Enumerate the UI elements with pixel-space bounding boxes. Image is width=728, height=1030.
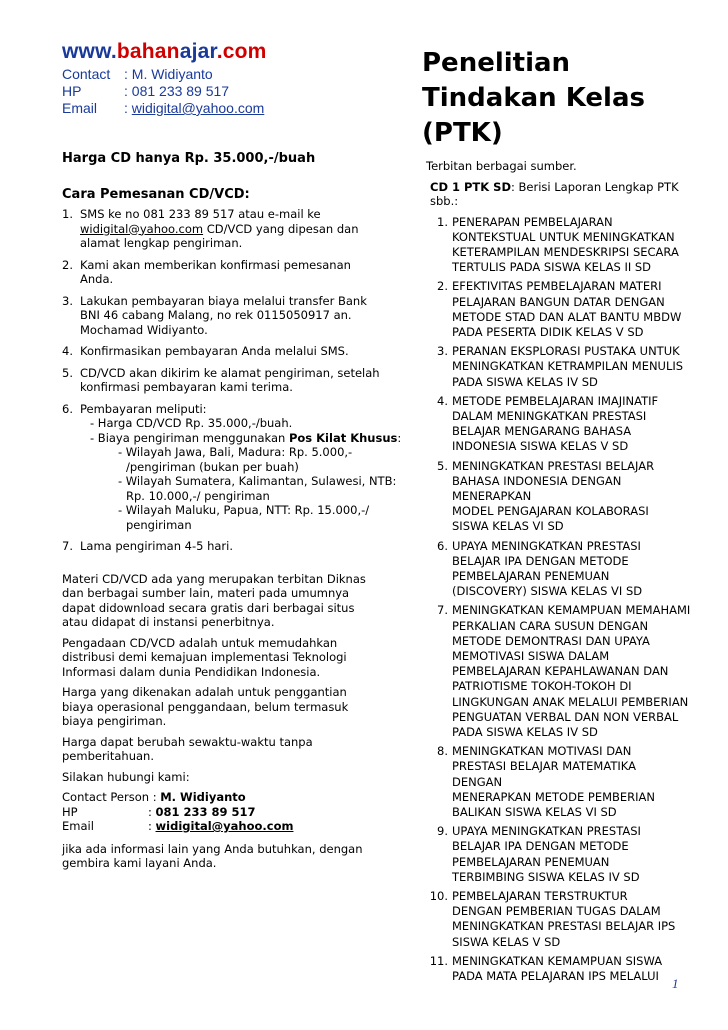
list-item-text bbox=[452, 603, 722, 740]
list-item-line: PELAJARAN BANGUN DATAR DENGAN bbox=[452, 294, 665, 309]
list-item-line: MENINGKATKAN PRESTASI BELAJAR bbox=[452, 458, 655, 473]
list-item-line: MENERAPKAN METODE PEMBERIAN bbox=[452, 789, 656, 804]
list-item-line: MENINGKATKAN PRESTASI BELAJAR IPS bbox=[452, 919, 676, 934]
list-item-number: 6. bbox=[437, 538, 448, 553]
list-item-line: PEMBELAJARAN TERSTRUKTUR bbox=[452, 889, 628, 904]
list-item-line: PERKALIAN CARA SUSUN DENGAN bbox=[452, 618, 649, 633]
list-item-number: 2. bbox=[437, 279, 448, 294]
list-item: 5. CD/VCD akan dikirim ke alamat pengiriman, setelah konfirmasi pembayaran kami terima. bbox=[62, 365, 380, 394]
list-item-line: (DISCOVERY) SISWA KELAS VI SD bbox=[452, 584, 643, 599]
paragraph: Silakan hubungi kami: bbox=[62, 769, 190, 784]
list-item-line: PADA PESERTA DIDIK KELAS V SD bbox=[452, 324, 644, 339]
list-item-number: 10. bbox=[429, 889, 448, 904]
paragraph: jika ada informasi lain yang Anda butuhkan, dengan gembira kami layani Anda. bbox=[62, 841, 363, 870]
page-title: Penelitian Tindakan Kelas (PTK) bbox=[422, 48, 645, 148]
contact-label: Contact bbox=[62, 66, 111, 82]
list-item-line: METODE DEMONTRASI DAN UPAYA bbox=[452, 633, 650, 648]
order-steps bbox=[62, 207, 402, 554]
list-item: 1. SMS ke no 081 233 89 517 atau e-mail ke widigital@yahoo.com CD/VCD yang dipesan dan alamat lengkap pengiriman. bbox=[62, 207, 359, 250]
list-item-line: BELAJAR MENGARANG BAHASA bbox=[452, 424, 632, 439]
paragraph: Pengadaan CD/VCD adalah untuk memudahkan distribusi demi kemajuan implementasi Teknologi Informasi dalam dunia Pendidikan Indonesia. bbox=[62, 635, 347, 679]
list-item-line: PEMBELAJARAN PENEMUAN bbox=[452, 854, 610, 869]
list-item-text bbox=[452, 215, 722, 276]
list-item bbox=[422, 744, 722, 820]
list-item-text bbox=[452, 539, 722, 600]
list-item-number: 8. bbox=[437, 744, 448, 759]
list-item-line: EFEKTIVITAS PEMBELAJARAN MATERI bbox=[452, 279, 662, 294]
list-item-line: KONTEKSTUAL UNTUK MENINGKATKAN bbox=[452, 229, 675, 244]
list-item-line: DENGAN bbox=[452, 774, 503, 789]
list-item-line: MENINGKATKAN KEMAMPUAN SISWA bbox=[452, 953, 663, 968]
list-item-line: MODEL PENGAJARAN KOLABORASI bbox=[452, 504, 649, 519]
list-item-line: LINGKUNGAN ANAK MELALUI PEMBERIAN bbox=[452, 694, 689, 709]
list-item-number: 9. bbox=[437, 824, 448, 839]
list-item bbox=[422, 824, 722, 885]
list-item-text bbox=[452, 954, 722, 984]
list-item-line: MENINGKATKAN KETRAMPILAN MENULIS bbox=[452, 359, 684, 374]
list-item-line: PENGUATAN VERBAL DAN NON VERBAL bbox=[452, 709, 679, 724]
paragraph: Harga yang dikenakan adalah untuk penggantian biaya operasional penggandaan, belum termasuk biaya pengiriman. bbox=[62, 685, 349, 728]
cd-description: CD 1 PTK SD: Berisi Laporan Lengkap PTK sbb.: bbox=[430, 179, 679, 208]
list-item-number: 7. bbox=[437, 603, 448, 618]
list-item bbox=[422, 889, 722, 950]
contact-person-block: Contact Person : M. Widiyanto HP : 081 233 89 517 Email : widigital@yahoo.com bbox=[62, 790, 294, 833]
list-item bbox=[422, 279, 722, 340]
list-item-line: PADA SISWA KELAS IV SD bbox=[452, 374, 598, 389]
list-item-line: METODE STAD DAN ALAT BANTU MBDW bbox=[452, 309, 682, 324]
list-item bbox=[422, 539, 722, 600]
site-logo[interactable]: www.bahanajar.com bbox=[62, 40, 267, 63]
list-item-line: TERTULIS PADA SISWA KELAS II SD bbox=[452, 260, 652, 275]
right-column bbox=[422, 46, 722, 988]
hp-label: HP bbox=[62, 83, 82, 99]
list-item-line: PATRIOTISME TOKOH-TOKOH DI bbox=[452, 679, 632, 694]
list-item-text bbox=[452, 824, 722, 885]
paragraph: Harga dapat berubah sewaktu-waktu tanpa pemberitahuan. bbox=[62, 734, 313, 763]
list-item-line: INDONESIA SISWA KELAS V SD bbox=[452, 439, 629, 454]
left-column bbox=[62, 40, 402, 877]
contact-value: : M. Widiyanto bbox=[124, 66, 213, 82]
list-item-line: TERBIMBING SISWA KELAS IV SD bbox=[452, 869, 640, 884]
list-item-line: DENGAN PEMBERIAN TUGAS DALAM bbox=[452, 904, 661, 919]
list-item-line: PEMBELAJARAN PENEMUAN bbox=[452, 568, 610, 583]
list-item-text bbox=[452, 889, 722, 950]
list-item-line: MEMOTIVASI SISWA DALAM bbox=[452, 648, 610, 663]
list-item-number: 11. bbox=[429, 953, 448, 968]
list-item: 2. Kami akan memberikan konfirmasi pemesanan Anda. bbox=[62, 257, 351, 286]
list-item-line: PENERAPAN PEMBELAJARAN bbox=[452, 214, 613, 229]
hp-value: : 081 233 89 517 bbox=[124, 83, 230, 99]
list-item: 6. Pembayaran meliputi: - Harga CD/VCD Rp. 35.000,-/buah. - Biaya pengiriman menggunakan Pos Kilat Khusus: - Wilayah Jawa, Bali, Madura: Rp. 5.000,- /pengiriman (bukan per buah) - Wilayah Sumatera, Kalimantan, Sulawesi, NTB: Rp. 10.000,-/ pengiriman - Wilayah Maluku, Papua, NTT: Rp. 15.000,-/ pengiriman bbox=[62, 401, 402, 532]
list-item-line: PEMBELAJARAN KEPAHLAWANAN DAN bbox=[452, 664, 669, 679]
header-contact: Contact : M. Widiyanto HP : 081 233 89 517 Email : widigital@yahoo.com bbox=[62, 66, 265, 116]
list-item-text bbox=[452, 279, 722, 340]
list-item-line: MENERAPKAN bbox=[452, 488, 532, 503]
ptk-list bbox=[422, 215, 722, 985]
list-item-text bbox=[452, 394, 722, 455]
order-heading: Cara Pemesanan CD/VCD: bbox=[62, 187, 250, 202]
list-item-line: MENINGKATKAN KEMAMPUAN MEMAHAMI bbox=[452, 603, 691, 618]
page-number: 1 bbox=[672, 976, 679, 991]
list-item-line: SISWA KELAS VI SD bbox=[452, 519, 564, 534]
list-item bbox=[422, 344, 722, 390]
list-item-number: 5. bbox=[437, 458, 448, 473]
list-item bbox=[422, 459, 722, 535]
list-item: 4. Konfirmasikan pembayaran Anda melalui SMS. bbox=[62, 344, 349, 358]
list-item-line: PADA MATA PELAJARAN IPS MELALUI bbox=[452, 969, 659, 984]
contact-email-link[interactable]: widigital@yahoo.com bbox=[155, 819, 294, 833]
list-item-number: 1. bbox=[437, 214, 448, 229]
info-paragraphs bbox=[62, 572, 378, 871]
list-item-line: UPAYA MENINGKATKAN PRESTASI bbox=[452, 824, 641, 839]
list-item-line: PADA SISWA KELAS IV SD bbox=[452, 725, 598, 739]
list-item-line: KETERAMPILAN MENDESKRIPSI SECARA bbox=[452, 244, 679, 259]
list-item-line: MENINGKATKAN MOTIVASI DAN bbox=[452, 744, 632, 759]
list-item-line: UPAYA MENINGKATKAN PRESTASI bbox=[452, 538, 641, 553]
list-item-text bbox=[452, 344, 722, 390]
source-note: Terbitan berbagai sumber. bbox=[426, 159, 577, 173]
list-item-line: PERANAN EKSPLORASI PUSTAKA UNTUK bbox=[452, 344, 680, 359]
list-item: 7. Lama pengiriman 4-5 hari. bbox=[62, 539, 233, 553]
list-item-line: SISWA KELAS V SD bbox=[452, 934, 561, 949]
list-item-line: BALIKAN SISWA KELAS VI SD bbox=[452, 805, 617, 820]
list-item-number: 3. bbox=[437, 344, 448, 359]
email-label: Email bbox=[62, 100, 98, 116]
list-item-line: BELAJAR IPA DENGAN METODE bbox=[452, 839, 629, 854]
list-item-text bbox=[452, 744, 722, 820]
list-item bbox=[422, 215, 722, 276]
list-item bbox=[422, 603, 722, 740]
list-item bbox=[422, 394, 722, 455]
paragraph: Materi CD/VCD ada yang merupakan terbitan Diknas dan berbagai sumber lain, materi pada umumnya dapat didownload secara gratis dari berbagai situs atau didapat di instansi penerbitnya. bbox=[62, 571, 366, 629]
order-email-link[interactable]: widigital@yahoo.com bbox=[80, 221, 204, 236]
list-item-line: BELAJAR IPA DENGAN METODE bbox=[452, 553, 629, 568]
price-heading: Harga CD hanya Rp. 35.000,-/buah bbox=[62, 151, 316, 166]
list-item-line: METODE PEMBELAJARAN IMAJINATIF bbox=[452, 393, 659, 408]
list-item-line: DALAM MENINGKATKAN PRESTASI bbox=[452, 408, 647, 423]
header-email-link[interactable]: widigital@yahoo.com bbox=[131, 100, 265, 116]
list-item-line: PRESTASI BELAJAR MATEMATIKA bbox=[452, 759, 636, 774]
list-item-line: BAHASA INDONESIA DENGAN bbox=[452, 473, 622, 488]
list-item: 3. Lakukan pembayaran biaya melalui transfer Bank BNI 46 cabang Malang, no rek 0115050917 an. Mochamad Widiyanto. bbox=[62, 293, 367, 337]
list-item-text bbox=[452, 459, 722, 535]
list-item-number: 4. bbox=[437, 393, 448, 408]
